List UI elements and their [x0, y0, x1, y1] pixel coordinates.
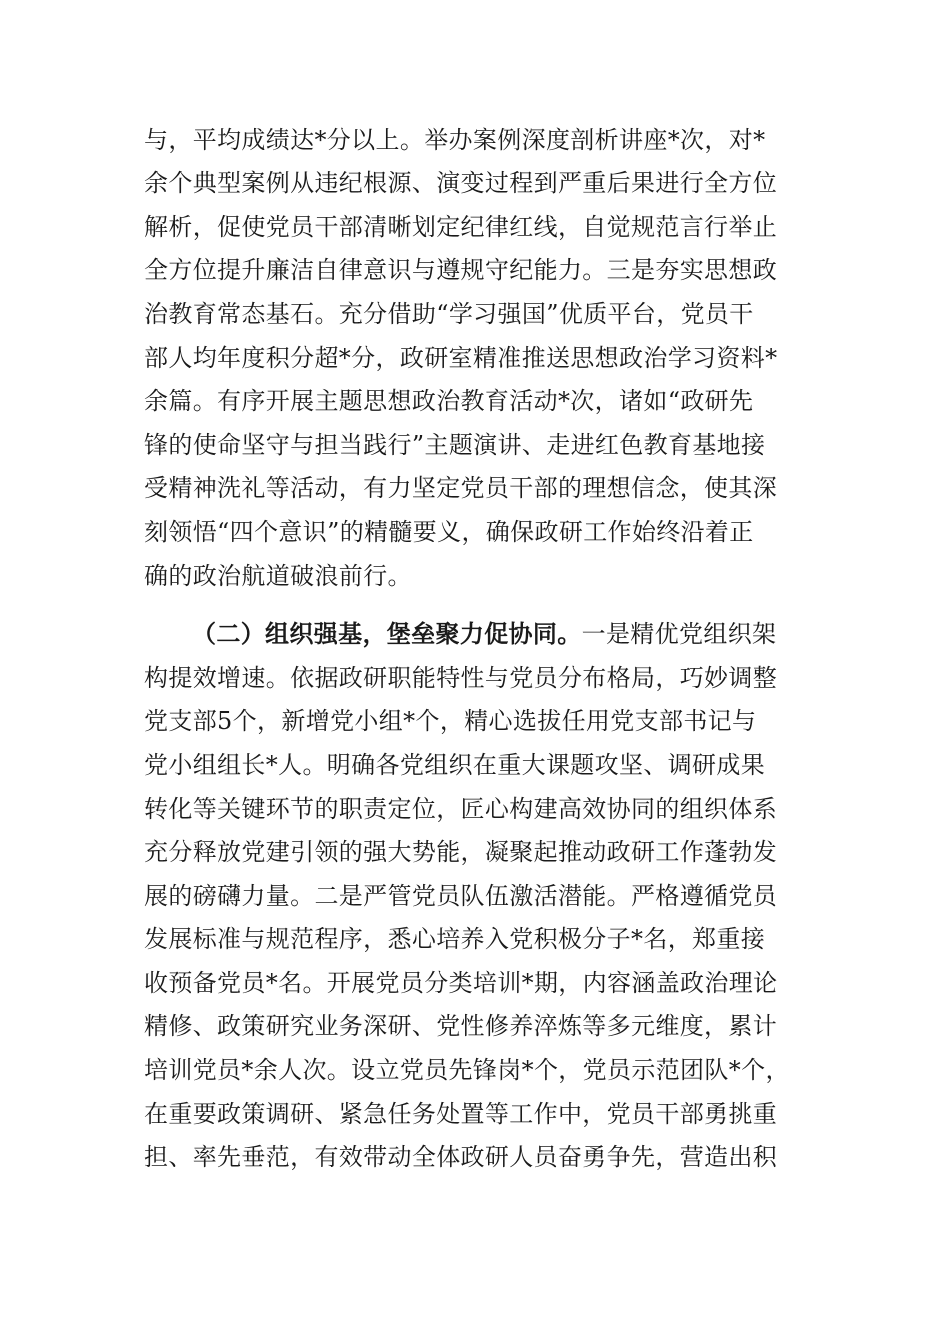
text-line: 充分释放党建引领的强大势能，凝聚起推动政研工作蓬勃发	[144, 838, 778, 866]
text-line: 全方位提升廉洁自律意识与遵规守纪能力。三是夯实思想政	[144, 256, 778, 284]
text-line: 与，平均成绩达*分以上。举办案例深度剖析讲座*次，对*	[144, 126, 766, 154]
text-line: 党支部5个，新增党小组*个，精心选拔任用党支部书记与	[144, 707, 757, 735]
text-line: 余篇。有序开展主题思想政治教育活动*次，诸如“政研先	[144, 387, 754, 415]
text-line: 确的政治航道破浪前行。	[144, 562, 412, 590]
text-line: 解析，促使党员干部清晰划定纪律红线，自觉规范言行举止	[144, 213, 778, 241]
text-line: 展的磅礴力量。二是严管党员队伍激活潜能。严格遵循党员	[144, 882, 778, 910]
text-line: 转化等关键环节的职责定位，匠心构建高效协同的组织体系	[144, 795, 778, 823]
text-line: 余个典型案例从违纪根源、演变过程到严重后果进行全方位	[144, 169, 778, 197]
text-line: 锋的使命坚守与担当践行”主题演讲、走进红色教育基地接	[144, 431, 766, 459]
text-line: 部人均年度积分超*分，政研室精准推送思想政治学习资料*	[144, 344, 778, 372]
text-line: 培训党员*余人次。设立党员先锋岗*个，党员示范团队*个，	[144, 1056, 790, 1084]
section-heading: （二）组织强基，堡垒聚力促协同。	[192, 619, 582, 648]
text-line: 在重要政策调研、紧急任务处置等工作中，党员干部勇挑重	[144, 1100, 778, 1128]
text-line: 治教育常态基石。充分借助“学习强国”优质平台，党员干	[144, 300, 754, 328]
text-line: 担、率先垂范，有效带动全体政研人员奋勇争先，营造出积	[144, 1143, 778, 1171]
section-first-text: 一是精优党组织架	[581, 620, 777, 648]
text-line: 党小组组长*人。明确各党组织在重大课题攻坚、调研成果	[144, 751, 766, 779]
text-line: 刻领悟“四个意识”的精髓要义，确保政研工作始终沿着正	[144, 518, 754, 546]
text-line: 受精神洗礼等活动，有力坚定党员干部的理想信念，使其深	[144, 474, 778, 502]
text-line: 收预备党员*名。开展党员分类培训*期，内容涵盖政治理论	[144, 969, 778, 997]
section-first-line	[192, 614, 824, 654]
text-line: 发展标准与规范程序，悉心培养入党积极分子*名，郑重接	[144, 925, 766, 953]
text-line: 构提效增速。依据政研职能特性与党员分布格局，巧妙调整	[144, 664, 778, 692]
text-line: 精修、政策研究业务深研、党性修养淬炼等多元维度，累计	[144, 1012, 778, 1040]
